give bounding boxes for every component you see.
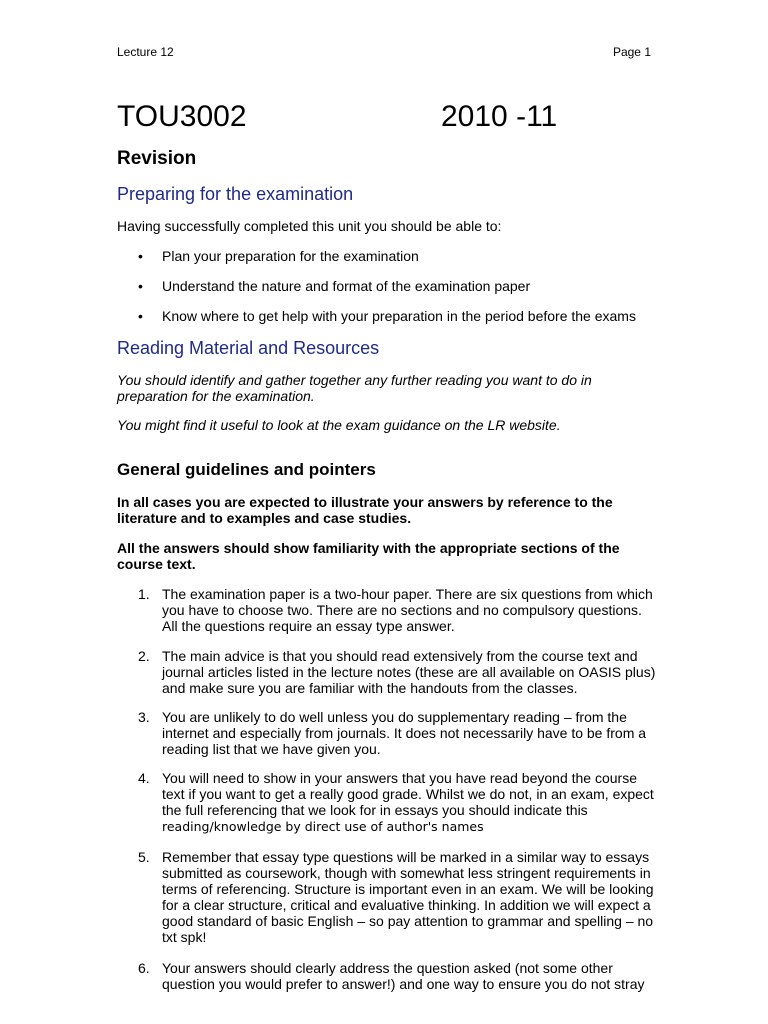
guidelines-bold-paragraph-1: In all cases you are expected to illustrate your answers by reference to the literature and to examples and case studies. <box>117 494 613 526</box>
item-text: Your answers should clearly address the question asked (not some other question you would prefer to answer!) and one way to ensure you do not stray <box>162 960 645 992</box>
list-item <box>138 248 419 264</box>
item-number: 2. <box>138 648 150 664</box>
reading-paragraph-1: You should identify and gather together any further reading you want to do in preparation for the examination. <box>117 372 592 404</box>
bullet-text: Plan your preparation for the examination <box>162 248 419 264</box>
item-number: 6. <box>138 960 150 976</box>
list-item <box>138 709 660 757</box>
list-item <box>138 308 636 324</box>
guidelines-bold-paragraph-2: All the answers should show familiarity with the appropriate sections of the course text. <box>117 540 620 572</box>
bullet-marker: • <box>138 248 143 264</box>
item-number: 3. <box>138 709 150 725</box>
course-code: TOU3002 <box>117 100 247 133</box>
bullet-text: Know where to get help with your preparation in the period before the exams <box>162 308 636 324</box>
preparing-intro: Having successfully completed this unit you should be able to: <box>117 218 502 234</box>
list-item <box>138 960 660 992</box>
item-text-block <box>162 770 660 835</box>
preparing-heading: Preparing for the examination <box>117 184 354 204</box>
academic-year: 2010 -11 <box>441 100 558 133</box>
item-number: 5. <box>138 849 150 865</box>
list-item <box>138 586 660 634</box>
reading-paragraph-2: You might find it useful to look at the exam guidance on the LR website. <box>117 417 561 433</box>
running-header <box>117 45 651 59</box>
header-page-number: Page 1 <box>612 45 651 59</box>
list-item <box>138 770 660 835</box>
item-number: 1. <box>138 586 150 602</box>
item-text: The main advice is that you should read extensively from the course text and journal articles listed in the lecture notes (these are all available on OASIS plus) and make sure you are familiar with the handouts from the classes. <box>162 648 656 696</box>
item-text: You are unlikely to do well unless you do supplementary reading – from the internet and especially from journals. It does not necessarily have to be from a reading list that we have given you. <box>162 709 647 757</box>
item-text: The examination paper is a two-hour paper. There are six questions from which you have to choose two. There are no sections and no compulsory questions. All the questions require an essay type answer. <box>162 586 653 634</box>
document-title <box>117 100 557 134</box>
bullet-marker: • <box>138 278 143 294</box>
bullet-marker: • <box>138 308 143 324</box>
guidelines-heading: General guidelines and pointers <box>117 460 376 479</box>
item-number: 4. <box>138 770 150 786</box>
item-text-tail: reading/knowledge by direct use of author's names <box>162 819 484 834</box>
list-item <box>138 278 530 294</box>
list-item <box>138 648 660 696</box>
item-text: Remember that essay type questions will be marked in a similar way to essays submitted as coursework, though with somewhat less stringent requirements in terms of referencing. Structure is important even in an exam. We will be looking for a clear structure, critical and evaluative thinking. In addition we will expect a good standard of basic English – so pay attention to grammar and spelling – no txt spk! <box>162 849 654 945</box>
reading-heading: Reading Material and Resources <box>117 338 380 358</box>
header-lecture-label: Lecture 12 <box>117 45 174 59</box>
item-text: You will need to show in your answers that you have read beyond the course text if you want to get a really good grade. Whilst we do not, in an exam, expect the full referencing that we look for in essays you should indicate this <box>162 770 654 818</box>
revision-heading: Revision <box>117 148 197 169</box>
list-item <box>138 849 660 945</box>
bullet-text: Understand the nature and format of the examination paper <box>162 278 531 294</box>
